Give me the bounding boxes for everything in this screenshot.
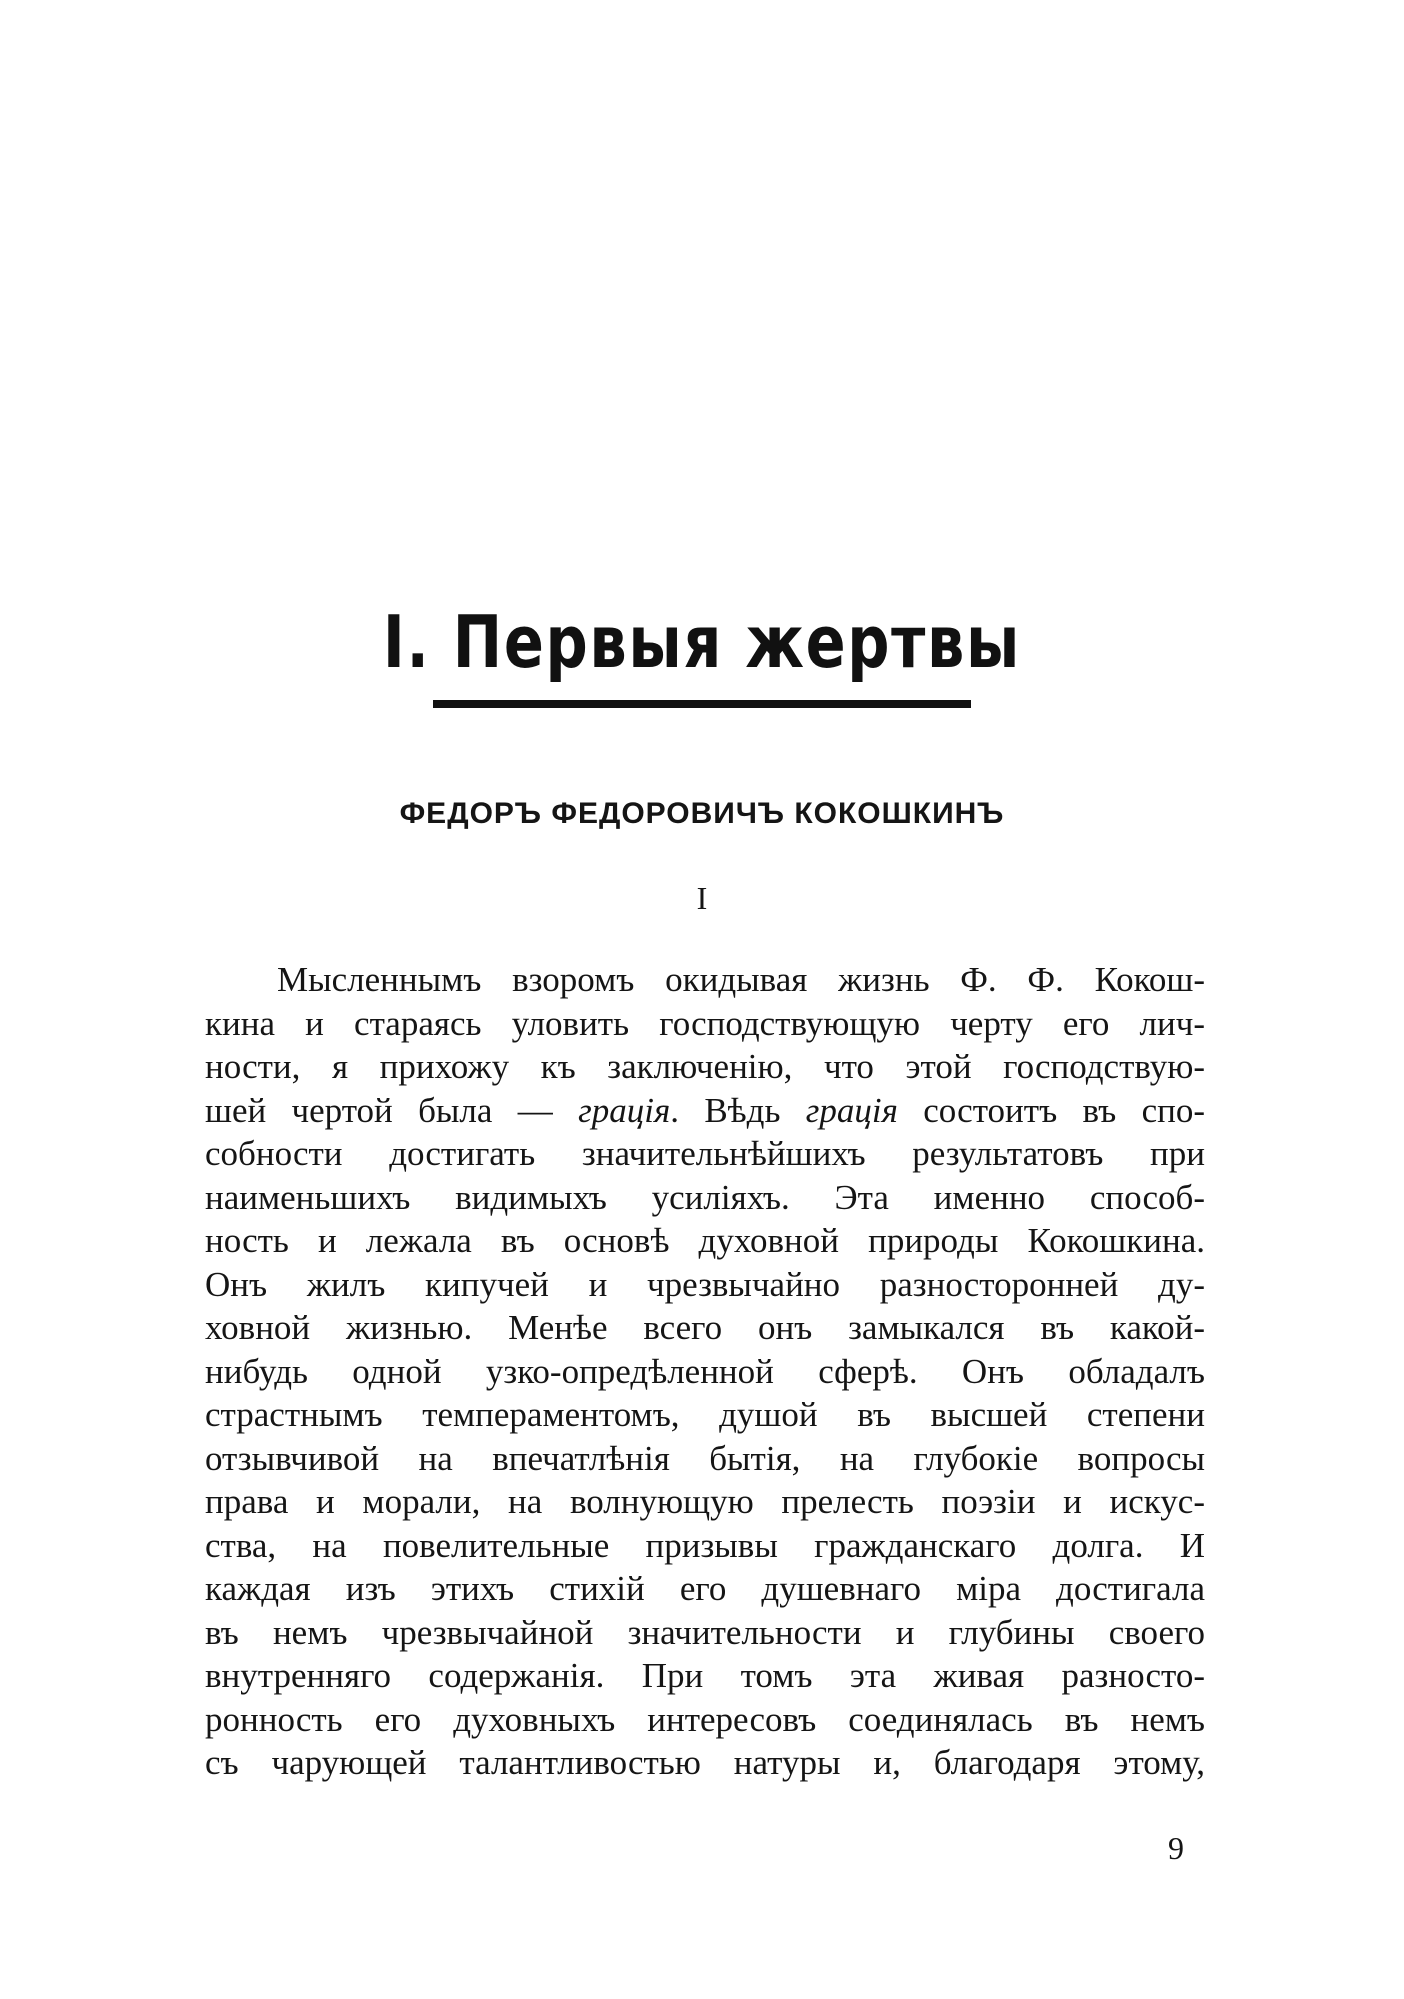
page-number: 9 [1168,1830,1184,1866]
text-line: ность и лежала въ основѣ духовной природы Кокошкина. [205,1221,1205,1260]
text-line: съ чарующей талантливостью натуры и, благодаря этому, [205,1743,1205,1782]
text-line: каждая изъ этихъ стихій его душевнаго міра достигала [205,1569,1205,1608]
text-fragment: состоитъ въ спо- [897,1090,1205,1130]
text-line: ности, я прихожу къ заключенію, что этой господствую- [205,1047,1205,1086]
text-fragment: шей чертой была — [205,1090,579,1130]
text-line: Онъ жилъ кипучей и чрезвычайно разносторонней ду- [205,1264,1205,1304]
text-line: внутренняго содержанія. При томъ эта живая разносто- [205,1656,1205,1695]
section-number: I [696,880,708,916]
chapter-heading: ФЕДОРЪ ФЕДОРОВИЧЪ КОКОШКИНЪ [399,797,1005,830]
text-line: въ немъ чрезвычайной значительности и глубины своего [205,1612,1205,1652]
italic-word: грація [805,1090,898,1130]
body-text [205,958,1205,1785]
text-line: ства, на повелительные призывы гражданскаго долга. И [205,1525,1205,1565]
text-line: ховной жизнью. Менѣе всего онъ замыкался въ какой- [205,1308,1205,1347]
text-line: кина и стараясь уловить господствующую черту его лич- [205,1003,1205,1043]
title-underline [433,700,971,708]
text-line: собности достигать значительнѣйшихъ результатовъ при [205,1134,1205,1173]
text-line: Мысленнымъ взоромъ окидывая жизнь Ф. Ф. Кокош- [277,960,1205,999]
text-line: отзывчивой на впечатлѣнія бытія, на глубокіе вопросы [205,1438,1205,1478]
italic-word: грація [578,1090,671,1130]
text-line: ронность его духовныхъ интересовъ соединялась въ немъ [205,1699,1205,1739]
text-line: страстнымъ темпераментомъ, душой въ высшей степени [205,1395,1205,1434]
text-line: права и морали, на волнующую прелесть поэзіи и искус- [205,1482,1205,1521]
text-line: наименьшихъ видимыхъ усиліяхъ. Эта именно способ- [205,1177,1205,1217]
text-line [205,1089,1205,1133]
text-fragment: . Вѣдь [670,1090,806,1130]
part-title: I. Первыя жертвы [382,600,1022,684]
text-line: нибудь одной узко-опредѣленной сферѣ. Онъ обладалъ [205,1351,1205,1391]
